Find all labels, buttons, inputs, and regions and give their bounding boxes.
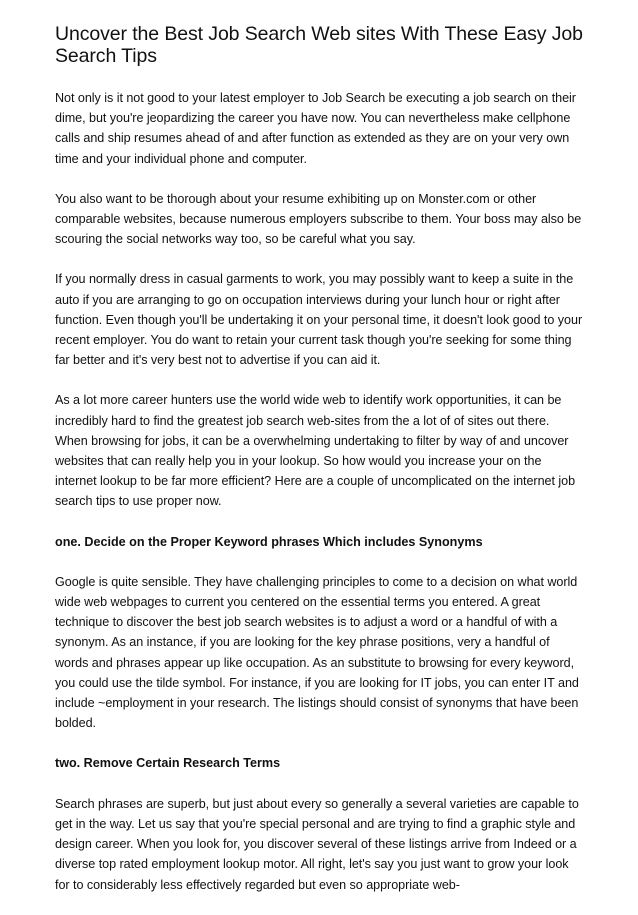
document-page xyxy=(55,23,585,915)
section-body-remove-terms: Search phrases are superb, but just about every so generally a several varieties are capable to get in the way. Let us say that you're special personal and are trying to find a graphic style and design career. When you look for, you discover several of these listings arrive from Indeed or a diverse top rated employment lookup motor. All right, let's say you just want to grow your look for to considerably less effectively regarded but even so appropriate web- xyxy=(55,796,579,892)
paragraph-resume: You also want to be thorough about your resume exhibiting up on Monster.com or other comparable websites, because numerous employers subscribe to them. Your boss may also be scouring the social networks way too, so be careful what you say. xyxy=(55,191,582,247)
paragraph-online-search: As a lot more career hunters use the world wide web to identify work opportunities, it can be incredibly hard to find the greatest job search web-sites from the a lot of of sites out there. When browsing for jobs, it can be a overwhelming undertaking to filter by way of and uncover websites that can really help you in your lookup. So how would you increase your on the internet lookup to be far more efficient? Here are a couple of uncomplicated on the internet job search tips to use proper now. xyxy=(55,393,576,509)
page-title: Uncover the Best Job Search Web sites With These Easy Job Search Tips xyxy=(55,23,583,67)
paragraph-dress: If you normally dress in casual garments to work, you may possibly want to keep a suite in the auto if you are arranging to go on occupation interviews during your lunch hour or right after function. Even though you'll be undertaking it on your personal time, it doesn't look good to your recent employer. You do want to retain your current task though you're seeking for some thing far better and it's very best not to advertise if you can aid it. xyxy=(55,272,583,368)
section-body-keywords: Google is quite sensible. They have challenging principles to come to a decision on what world wide web webpages to current you centered on the essential terms you entered. A great technique to discover the best job search websites is to adjust a word or a handful of with a synonym. As an instance, if you are looking for the key phrase positions, very a handful of words and phrases appear up like occupation. As an substitute to browsing for every keyword, you could use the tilde symbol. For instance, if you are looking for IT jobs, you can enter IT and include ~employment in your research. The listings should consist of synonyms that have been bolded. xyxy=(55,574,579,731)
paragraph-intro: Not only is it not good to your latest employer to Job Search be executing a job search on their dime, but you're jeopardizing the career you have now. You can nevertheless make cellphone calls and ship resumes ahead of and after function as extended as they are on your very own time and your individual phone and computer. xyxy=(55,91,576,166)
section-heading-remove-terms: two. Remove Certain Research Terms xyxy=(55,756,281,771)
section-heading-keywords: one. Decide on the Proper Keyword phrases Which includes Synonyms xyxy=(55,534,483,549)
